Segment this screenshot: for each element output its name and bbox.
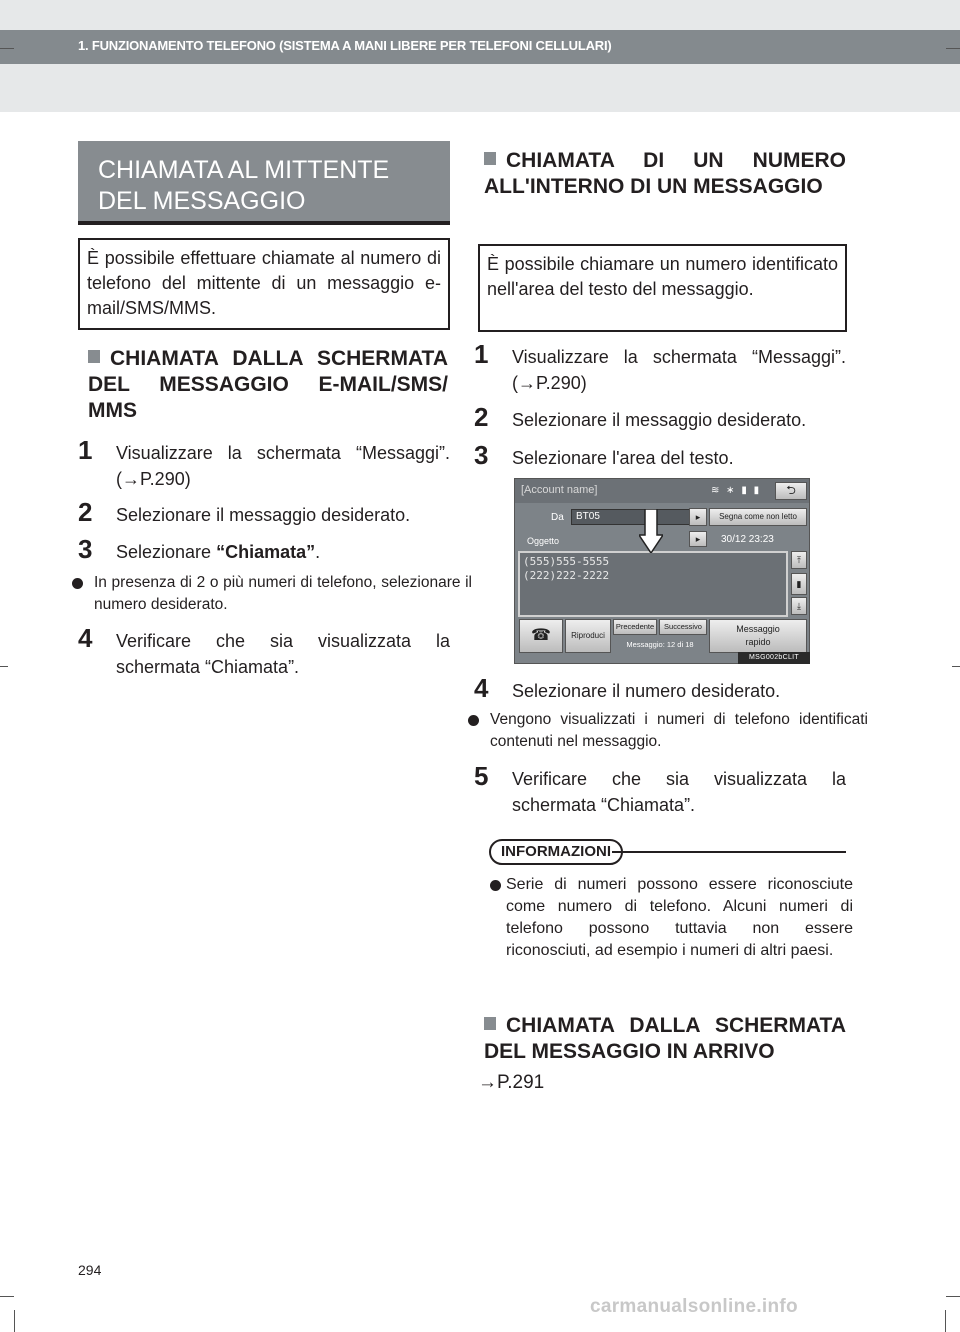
step-text: Selezionare “Chiamata”. [116, 542, 321, 562]
bullet-note: In presenza di 2 o più numeri di telefono, selezionare il numero desiderato. [72, 572, 472, 616]
page-number: 294 [78, 1262, 102, 1278]
subject-label: Oggetto [527, 536, 560, 546]
crop-mark [946, 1296, 960, 1297]
step-number: 5 [474, 761, 489, 791]
bullet-note-right: Vengono visualizzati i numeri di telefono identificati contenuti nel messaggio. [468, 709, 868, 753]
step-r4 [474, 673, 846, 704]
step-text: Visualizzare la schermata “Messaggi”. (→P.290) [512, 347, 846, 393]
step-r5 [474, 761, 846, 818]
step-text: Selezionare il messaggio desiderato. [116, 505, 411, 525]
scroll-bar-icon: ▮ [796, 579, 802, 589]
step-3 [78, 534, 450, 565]
subheading-number-in-message: CHIAMATA DI UN NUMERO ALL'INTERNO DI UN MESSAGGIO [484, 149, 846, 198]
next-button[interactable]: Successivo [659, 619, 707, 635]
info-label: INFORMAZIONI [489, 839, 623, 865]
step-number: 1 [474, 339, 489, 369]
phone-number-1[interactable]: (555)555-5555 [523, 555, 610, 568]
crop-mark [14, 1310, 15, 1332]
play-button[interactable]: Riproduci [565, 619, 611, 653]
step-number: 4 [474, 673, 489, 703]
step-r2 [474, 402, 846, 433]
crop-mark [0, 666, 8, 667]
crop-mark [945, 1310, 946, 1332]
header-title: 1. FUNZIONAMENTO TELEFONO (SISTEMA A MANI LIBERE PER TELEFONI CELLULARI) [78, 38, 612, 53]
bullet-dot-icon [72, 578, 83, 589]
step-number: 1 [78, 435, 93, 465]
watermark: carmanualsonline.info [590, 1296, 798, 1317]
step-2 [78, 497, 450, 528]
from-field: BT05 [571, 509, 691, 525]
step-text: Selezionare l'area del testo. [512, 448, 734, 468]
crop-mark [952, 666, 960, 667]
status-icons: ≋ ∗ ▮ ▮ [711, 485, 762, 496]
step-text: Verificare che sia visualizzata la schermata “Chiamata”. [512, 769, 846, 815]
section-title-box [78, 141, 450, 225]
message-counter: Messaggio: 12 di 18 [626, 640, 694, 649]
step-text: Selezionare il numero desiderato. [512, 681, 781, 701]
subheading-email-sms: CHIAMATA DALLA SCHERMATA DEL MESSAGGIO E-MAIL/SMS/ MMS [88, 347, 448, 422]
scroll-bar[interactable] [791, 573, 807, 595]
crop-mark [0, 48, 14, 49]
previous-button[interactable]: Precedente [613, 619, 657, 635]
phone-handset-icon: ☎ [531, 627, 551, 644]
step-number: 3 [474, 440, 489, 470]
crop-mark [0, 1296, 14, 1297]
step-text: Selezionare il messaggio desiderato. [512, 410, 807, 430]
scroll-bottom-button[interactable] [791, 597, 807, 615]
account-name: [Account name] [521, 484, 598, 496]
step-number: 2 [474, 402, 489, 432]
info-divider [612, 851, 846, 853]
phone-number-2[interactable]: (222)222-2222 [523, 569, 610, 582]
call-button[interactable] [519, 619, 563, 653]
square-bullet-icon [88, 350, 100, 363]
step-text: Verificare che sia visualizzata la schermata “Chiamata”. [116, 631, 450, 677]
mark-unread-button[interactable]: Segna come non letto [709, 508, 807, 526]
bold-term: “Chiamata” [216, 542, 316, 562]
square-bullet-icon [484, 1017, 496, 1030]
back-button[interactable] [775, 482, 807, 500]
subject-expand-button[interactable] [689, 531, 707, 547]
step-1 [78, 435, 450, 492]
section-title: CHIAMATA AL MITTENTE DEL MESSAGGIO [98, 156, 390, 215]
message-datetime: 30/12 23:23 [721, 534, 774, 545]
crop-mark [946, 48, 960, 49]
back-arrow-icon: ⮌ [786, 483, 796, 497]
from-label: Da [551, 512, 564, 523]
intro-box: È possibile effettuare chiamate al numero di telefono del mittente di un messaggio e-mail/SMS/MMS. [78, 238, 450, 330]
step-4 [78, 623, 450, 680]
step-number: 2 [78, 497, 93, 527]
step-number: 4 [78, 623, 93, 653]
pointer-arrow-icon [639, 509, 663, 553]
bullet-dot-icon [490, 880, 501, 891]
step-text: Visualizzare la schermata “Messaggi”. (→P.290) [116, 443, 450, 489]
bullet-dot-icon [468, 715, 479, 726]
expand-icon: ▸ [695, 534, 701, 544]
quick-message-button[interactable]: Messaggio rapido [709, 619, 807, 653]
info-note: Serie di numeri possono essere riconosciute come numero di telefono. Alcuni numeri di telefono possono tuttavia non essere riconosciuti, ad esempio i numeri di altri paesi. [490, 874, 853, 962]
subheading-incoming-message: CHIAMATA DALLA SCHERMATA DEL MESSAGGIO IN ARRIVO [484, 1014, 846, 1063]
step-r1 [474, 339, 846, 396]
step-r3 [474, 440, 846, 471]
message-screen-illustration [514, 478, 810, 664]
scroll-top-icon: ⤒ [797, 555, 801, 565]
from-expand-button[interactable] [689, 508, 707, 526]
scroll-bottom-icon: ⤓ [797, 601, 801, 611]
scroll-top-button[interactable] [791, 551, 807, 569]
step-number: 3 [78, 534, 93, 564]
intro-box-right: È possibile chiamare un numero identificato nell'area del testo del messaggio. [478, 244, 847, 332]
image-code: MSG002bCLIT [738, 652, 810, 664]
expand-icon: ▸ [695, 512, 701, 522]
square-bullet-icon [484, 152, 496, 165]
page-reference-link[interactable]: →P.291 [478, 1072, 545, 1093]
